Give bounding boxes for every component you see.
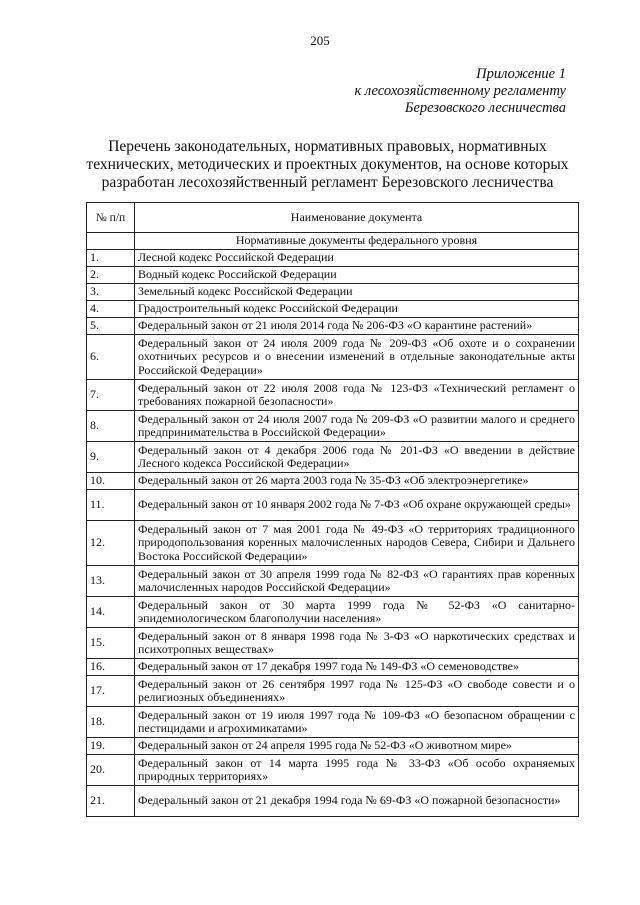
row-number: 1. bbox=[87, 250, 135, 267]
document-name: Градостроительный кодекс Российской Федерации bbox=[135, 301, 579, 318]
table-header-row bbox=[87, 203, 579, 233]
row-number: 10. bbox=[87, 473, 135, 490]
appendix-caption bbox=[354, 66, 566, 117]
row-number: 2. bbox=[87, 267, 135, 284]
row-number: 3. bbox=[87, 284, 135, 301]
table-row bbox=[87, 250, 579, 267]
table-row bbox=[87, 521, 579, 566]
document-name: Федеральный закон от 21 июля 2014 года № 206-ФЗ «О карантине растений» bbox=[135, 318, 579, 335]
table-row bbox=[87, 628, 579, 659]
table-row bbox=[87, 597, 579, 628]
table-row bbox=[87, 490, 579, 521]
documents-table bbox=[86, 202, 579, 817]
document-name: Федеральный закон от 26 сентября 1997 года № 125-ФЗ «О свободе совести и о религиозных объединениях» bbox=[135, 676, 579, 707]
row-number: 17. bbox=[87, 676, 135, 707]
document-name: Федеральный закон от 22 июля 2008 года № 123-ФЗ «Технический регламент о требованиях пожарной безопасности» bbox=[135, 380, 579, 411]
table-row bbox=[87, 380, 579, 411]
table-row bbox=[87, 411, 579, 442]
document-name: Федеральный закон от 4 декабря 2006 года № 201-ФЗ «О введении в действие Лесного кодекса Российской Федерации» bbox=[135, 442, 579, 473]
appendix-line-2: к лесохозяйственному регламенту bbox=[354, 83, 566, 99]
section-number-cell bbox=[87, 233, 135, 250]
document-name: Федеральный закон от 30 апреля 1999 года № 82-ФЗ «О гарантиях прав коренных малочисленных народов Российской Федерации» bbox=[135, 566, 579, 597]
table-row bbox=[87, 566, 579, 597]
table-row bbox=[87, 473, 579, 490]
page-number: 205 bbox=[310, 33, 330, 48]
document-name: Лесной кодекс Российской Федерации bbox=[135, 250, 579, 267]
header-number: № п/п bbox=[87, 203, 135, 233]
row-number: 16. bbox=[87, 659, 135, 676]
table-row bbox=[87, 755, 579, 786]
table-row bbox=[87, 301, 579, 318]
row-number: 20. bbox=[87, 755, 135, 786]
row-number: 18. bbox=[87, 707, 135, 738]
row-number: 7. bbox=[87, 380, 135, 411]
header-document-name: Наименование документа bbox=[135, 203, 579, 233]
row-number: 15. bbox=[87, 628, 135, 659]
table-row bbox=[87, 786, 579, 817]
row-number: 8. bbox=[87, 411, 135, 442]
row-number: 4. bbox=[87, 301, 135, 318]
row-number: 5. bbox=[87, 318, 135, 335]
table-row bbox=[87, 738, 579, 755]
title-line-3: разработан лесохозяйственный регламент Березовского лесничества bbox=[101, 174, 554, 191]
row-number: 14. bbox=[87, 597, 135, 628]
row-number: 13. bbox=[87, 566, 135, 597]
document-name: Федеральный закон от 7 мая 2001 года № 49-ФЗ «О территориях традиционного природопользования коренных малочисленных народов Севера, Сибири и Дальнего Востока Российской Федерации» bbox=[135, 521, 579, 566]
row-number: 21. bbox=[87, 786, 135, 817]
document-name: Федеральный закон от 8 января 1998 года № 3-ФЗ «О наркотических средствах и психотропных веществах» bbox=[135, 628, 579, 659]
table-row bbox=[87, 659, 579, 676]
section-row bbox=[87, 233, 579, 250]
appendix-line-1: Приложение 1 bbox=[476, 66, 566, 82]
document-name: Федеральный закон от 24 апреля 1995 года № 52-ФЗ «О животном мире» bbox=[135, 738, 579, 755]
row-number: 11. bbox=[87, 490, 135, 521]
document-name: Федеральный закон от 19 июля 1997 года № 109-ФЗ «О безопасном обращении с пестицидами и агрохимикатами» bbox=[135, 707, 579, 738]
document-title bbox=[60, 138, 595, 192]
document-name: Федеральный закон от 14 марта 1995 года № 33-ФЗ «Об особо охраняемых природных территориях» bbox=[135, 755, 579, 786]
document-name: Федеральный закон от 24 июля 2009 года № 209-ФЗ «Об охоте и о сохранении охотничьих ресурсов и о внесении изменений в отдельные законодательные акты Российской Федерации» bbox=[135, 335, 579, 380]
table-row bbox=[87, 442, 579, 473]
document-name: Федеральный закон от 30 марта 1999 года № 52-ФЗ «О санитарно-эпидемиологическом благополучии населения» bbox=[135, 597, 579, 628]
document-name: Федеральный закон от 17 декабря 1997 года № 149-ФЗ «О семеноводстве» bbox=[135, 659, 579, 676]
section-title: Нормативные документы федерального уровня bbox=[135, 233, 579, 250]
document-name: Водный кодекс Российской Федерации bbox=[135, 267, 579, 284]
table-row bbox=[87, 267, 579, 284]
table-row bbox=[87, 284, 579, 301]
table-row bbox=[87, 676, 579, 707]
document-name: Федеральный закон от 21 декабря 1994 года № 69-ФЗ «О пожарной безопасности» bbox=[135, 786, 579, 817]
appendix-line-3: Березовского лесничества bbox=[404, 100, 566, 116]
table-row bbox=[87, 318, 579, 335]
title-line-2: технических, методических и проектных документов, на основе которых bbox=[86, 156, 569, 173]
row-number: 9. bbox=[87, 442, 135, 473]
row-number: 6. bbox=[87, 335, 135, 380]
table-row bbox=[87, 707, 579, 738]
document-name: Федеральный закон от 10 января 2002 года № 7-ФЗ «Об охране окружающей среды» bbox=[135, 490, 579, 521]
document-name: Федеральный закон от 24 июля 2007 года № 209-ФЗ «О развитии малого и среднего предпринимательства в Российской Федерации» bbox=[135, 411, 579, 442]
title-line-1: Перечень законодательных, нормативных правовых, нормативных bbox=[108, 138, 547, 155]
table-row bbox=[87, 335, 579, 380]
document-name: Федеральный закон от 26 марта 2003 года № 35-ФЗ «Об электроэнергетике» bbox=[135, 473, 579, 490]
row-number: 12. bbox=[87, 521, 135, 566]
document-name: Земельный кодекс Российской Федерации bbox=[135, 284, 579, 301]
row-number: 19. bbox=[87, 738, 135, 755]
